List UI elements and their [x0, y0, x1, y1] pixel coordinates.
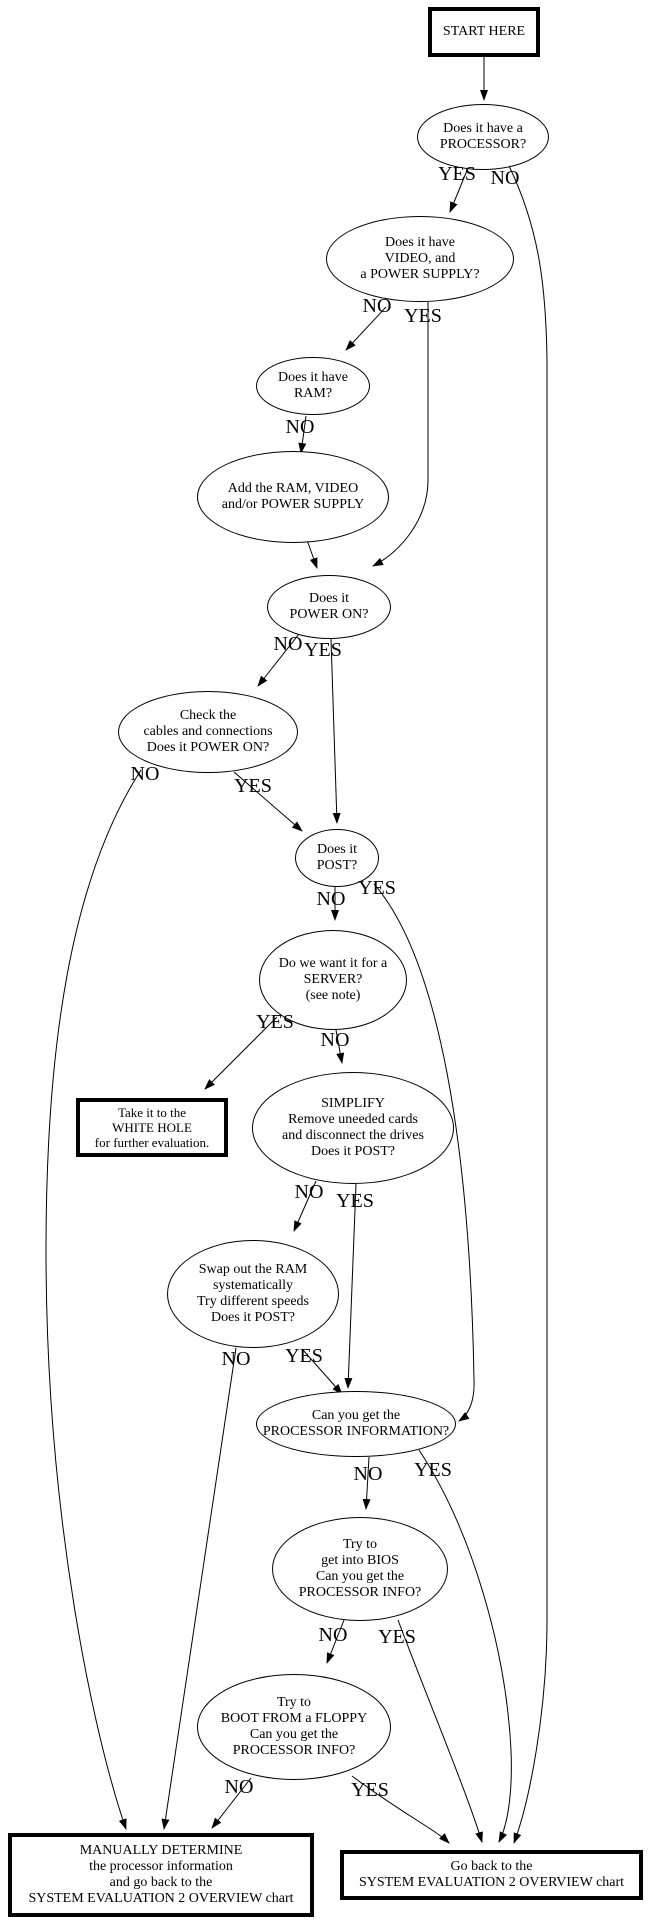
edge-checkcables-manually-no	[46, 770, 141, 1829]
edge-bios-goback-yes	[398, 1620, 482, 1842]
edge-label-no: NO	[353, 1463, 383, 1485]
edge-label-yes: YES	[234, 775, 272, 797]
edge-label-no: NO	[224, 1776, 254, 1798]
edge-label-yes: YES	[256, 1011, 294, 1033]
node-ram: Does it have RAM?	[256, 357, 370, 415]
node-go-back: Go back to the SYSTEM EVALUATION 2 OVERVIEW chart	[340, 1850, 643, 1900]
edge-label-yes: YES	[304, 639, 342, 661]
edge-label-no: NO	[273, 633, 303, 655]
edge-label-no: NO	[362, 295, 392, 317]
node-start-label: START HERE	[442, 24, 526, 39]
edge-simplify-procinfo-yes	[348, 1184, 356, 1388]
edge-label-yes: YES	[414, 1459, 452, 1481]
edge-label-yes: YES	[378, 1626, 416, 1648]
edge-label-no: NO	[320, 1029, 350, 1051]
node-boot-floppy: Try to BOOT FROM a FLOPPY Can you get the PROCESSOR INFO?	[197, 1674, 391, 1780]
edge-label-no: NO	[316, 888, 346, 910]
edge-addparts-poweron	[307, 540, 317, 568]
node-power-on: Does it POWER ON?	[267, 575, 391, 639]
node-bios: Try to get into BIOS Can you get the PROCESSOR INFO?	[272, 1517, 448, 1621]
edge-label-yes: YES	[404, 305, 442, 327]
node-simplify: SIMPLIFY Remove uneeded cards and disconnect the drives Does it POST?	[252, 1072, 454, 1184]
edge-label-yes: YES	[438, 163, 476, 185]
edge-label-no: NO	[130, 763, 160, 785]
edge-processor-goback-no	[509, 166, 547, 1843]
node-white-hole: Take it to the WHITE HOLE for further evaluation.	[76, 1098, 228, 1157]
node-video-power-supply: Does it have VIDEO, and a POWER SUPPLY?	[326, 216, 514, 302]
edge-procinfo-goback-yes	[419, 1450, 511, 1842]
edge-label-no: NO	[490, 167, 520, 189]
edge-label-no: NO	[221, 1348, 251, 1370]
node-server: Do we want it for a SERVER? (see note)	[259, 930, 407, 1030]
node-manually-determine: MANUALLY DETERMINE the processor information and go back to the SYSTEM EVALUATION 2 OVERVIEW chart	[8, 1833, 314, 1917]
edge-label-no: NO	[318, 1624, 348, 1646]
node-processor-information: Can you get the PROCESSOR INFORMATION?	[256, 1391, 456, 1457]
edge-label-yes: YES	[351, 1779, 389, 1801]
edge-label-yes: YES	[285, 1345, 323, 1367]
node-post: Does it POST?	[295, 829, 379, 887]
edge-poweron-post-yes	[331, 639, 337, 823]
node-add-parts: Add the RAM, VIDEO and/or POWER SUPPLY	[197, 451, 389, 543]
node-swap-ram: Swap out the RAM systematically Try different speeds Does it POST?	[167, 1240, 339, 1348]
node-check-cables: Check the cables and connections Does it POWER ON?	[118, 691, 298, 773]
edge-label-no: NO	[285, 416, 315, 438]
node-processor: Does it have a PROCESSOR?	[417, 104, 549, 170]
edge-label-yes: YES	[358, 877, 396, 899]
edge-video-poweron-yes	[373, 302, 428, 566]
node-start	[428, 7, 540, 57]
edge-label-no: NO	[294, 1181, 324, 1203]
edge-label-yes: YES	[336, 1190, 374, 1212]
